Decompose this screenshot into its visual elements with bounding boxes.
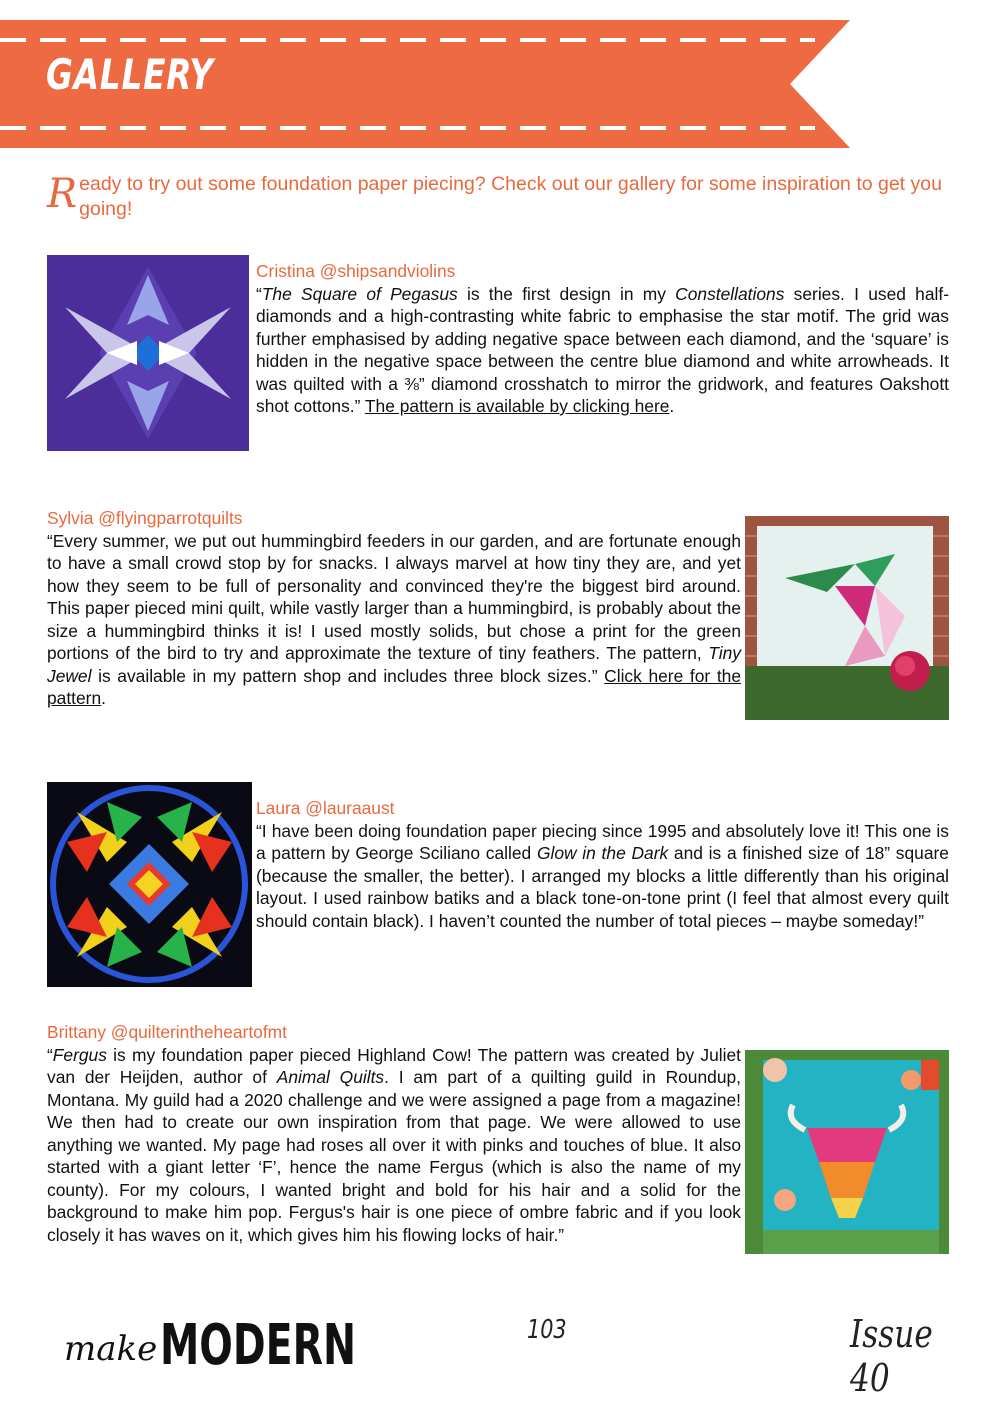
entry-sylvia [47, 507, 741, 710]
drop-cap: R [47, 171, 78, 217]
entry-author: Laura @lauraaust [256, 798, 395, 818]
entry-laura [256, 797, 949, 932]
make-modern-logo [64, 1308, 364, 1378]
pattern-link[interactable]: Click here for the pattern [47, 665, 741, 708]
page-number: 103 [526, 1315, 567, 1345]
entry-text: “I have been doing foundation paper piecing since 1995 and absolutely love it! This one is a pattern by George Sciliano called Glow in the Dark and is a finished size of 18” square (because the smaller, the better). I arranged my blocks a little differently than his original layout. I used rainbow batiks and a black tone-on-tone print (I feel that almost every quilt should contain black). I haven’t counted the number of total pieces – maybe someday!” [256, 820, 949, 931]
entry-text: “The Square of Pegasus is the first design in my Constellations series. I used half-diamonds and a high-contrasting white fabric to emphasise the star motif. The grid was further emphasised by adding negative space between each diamond, and the ‘square’ is hidden in the negative space between the centre blue diamond and white arrowheads. It was quilted with a ⅜” diamond crosshatch to mirror the gridwork, and features Oakshott shot cottons.” The pattern is available by clicking here. [256, 283, 949, 416]
fergus-quilt-image [745, 1050, 949, 1254]
entry-author: Cristina @shipsandviolins [256, 261, 456, 281]
entry-brittany [47, 1021, 741, 1246]
entry-text: “Every summer, we put out hummingbird feeders in our garden, and are fortunate enough to have a small crowd stop by for snacks. I always marvel at how tiny they are, and yet how they seem to be full of personality and convinced they're the biggest bird around. This paper pieced mini quilt, while vastly larger than a hummingbird, is probably about the size a hummingbird thinks it is! I used mostly solids, but chose a print for the green portions of the bird to try and approximate the texture of tiny feathers. The pattern, Tiny Jewel is available in my pattern shop and includes three block sizes.” Click here for the pattern. [47, 530, 741, 708]
entry-author: Sylvia @flyingparrotquilts [47, 508, 243, 528]
glow-in-the-dark-quilt-image [47, 782, 252, 987]
issue-label: Issue 40 [850, 1312, 933, 1400]
entry-cristina [256, 260, 949, 418]
intro-paragraph [47, 172, 952, 222]
entry-text: “Fergus is my foundation paper pieced Highland Cow! The pattern was created by Juliet van der Heijden, author of Animal Quilts. I am part of a quilting guild in Roundup, Montana. My guild had a 2020 challenge and we were assigned a page from a magazine! We then had to create our own inspiration from that page. We were allowed to use anything we wanted. My page had roses all over it with pinks and touches of blue. It also started with a giant letter ‘F’, hence the name Fergus (which is also the name of my county). For my colours, I wanted bright and bold for his hair and a solid for the background to make him pop. Fergus's hair is one piece of ombre fabric and if you look closely it has waves on it, which gives him his flowing locks of hair.” [47, 1044, 741, 1245]
entry-author: Brittany @quilterintheheartofmt [47, 1022, 287, 1042]
page-title: GALLERY [46, 50, 214, 99]
hummingbird-quilt-image [745, 516, 949, 720]
pattern-link[interactable]: The pattern is available by clicking here [364, 396, 670, 416]
svg-text:make: make [64, 1329, 158, 1369]
intro-text: eady to try out some foundation paper piecing? Check out our gallery for some inspiration to get you going! [79, 173, 942, 220]
svg-text:MODERN: MODERN [160, 1313, 356, 1378]
pegasus-quilt-image [47, 255, 249, 451]
